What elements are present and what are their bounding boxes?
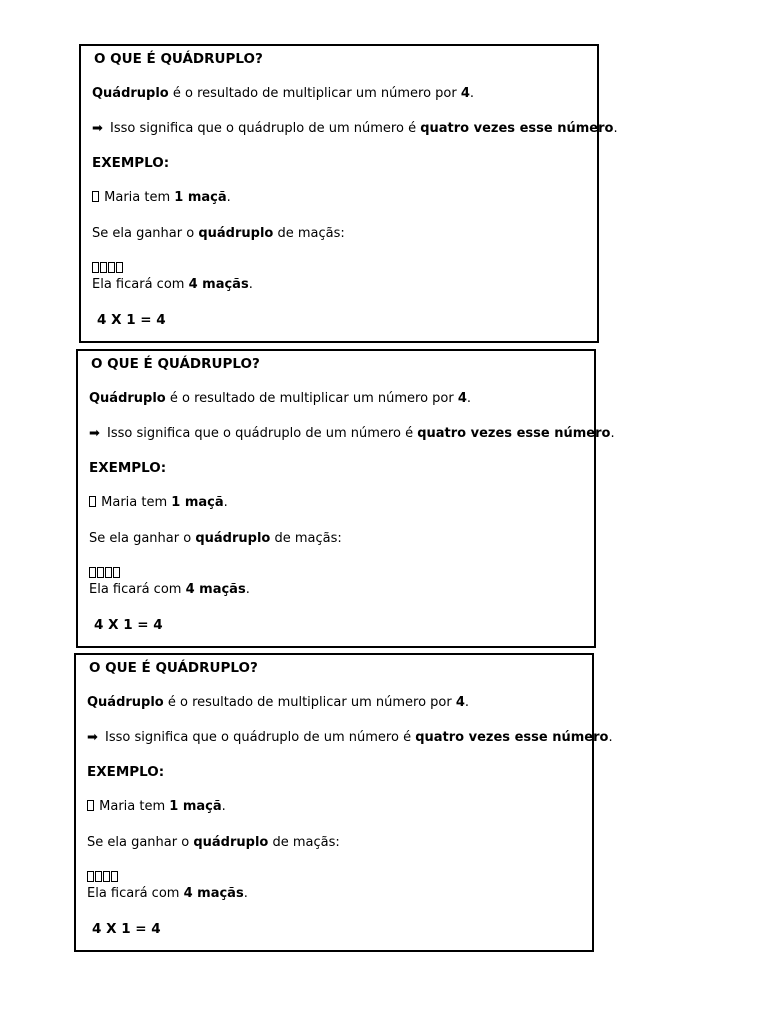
apple-icon bbox=[111, 871, 118, 882]
definition-line: Quádruplo é o resultado de multiplicar um número por 4. bbox=[87, 695, 470, 710]
example-label: EXEMPLO: bbox=[89, 460, 167, 476]
apple-icon bbox=[113, 567, 120, 578]
quadruplo-card-1 bbox=[79, 44, 618, 343]
definition-line: Quádruplo é o resultado de multiplicar um número por 4. bbox=[89, 391, 472, 406]
apple-icon bbox=[89, 567, 96, 578]
apple-icon bbox=[92, 191, 99, 202]
ficara-line: Ela ficará com 4 maçãs. bbox=[92, 277, 253, 292]
card-title: O QUE É QUÁDRUPLO? bbox=[89, 660, 258, 676]
card-title: O QUE É QUÁDRUPLO? bbox=[91, 356, 260, 372]
four-apples-icons bbox=[89, 565, 121, 581]
apple-icon bbox=[87, 871, 94, 882]
four-apples-icons bbox=[92, 260, 124, 276]
explanation-line: ➡ Isso significa que o quádruplo de um número é quatro vezes esse número. bbox=[92, 121, 618, 136]
apple-icon bbox=[97, 567, 104, 578]
apple-icon bbox=[95, 871, 102, 882]
apple-icon bbox=[89, 496, 96, 507]
example-label: EXEMPLO: bbox=[92, 155, 170, 171]
apple-icon bbox=[105, 567, 112, 578]
equation: 4 X 1 = 4 bbox=[97, 312, 166, 328]
apple-icon bbox=[116, 262, 123, 273]
card-title: O QUE É QUÁDRUPLO? bbox=[94, 51, 263, 67]
equation: 4 X 1 = 4 bbox=[94, 617, 163, 633]
definition-line: Quádruplo é o resultado de multiplicar um número por 4. bbox=[92, 86, 475, 101]
ganhar-line: Se ela ganhar o quádruplo de maçãs: bbox=[89, 531, 342, 546]
ficara-line: Ela ficará com 4 maçãs. bbox=[87, 886, 248, 901]
right-arrow-icon: ➡ bbox=[92, 121, 103, 136]
apple-icon bbox=[92, 262, 99, 273]
apple-icon bbox=[87, 800, 94, 811]
quadruplo-card-3 bbox=[74, 653, 613, 952]
example-label: EXEMPLO: bbox=[87, 764, 165, 780]
apple-icon bbox=[108, 262, 115, 273]
apple-icon bbox=[100, 262, 107, 273]
apple-icon bbox=[103, 871, 110, 882]
maria-line: Maria tem 1 maçã. bbox=[89, 495, 228, 511]
quadruplo-card-2 bbox=[76, 349, 615, 648]
equation: 4 X 1 = 4 bbox=[92, 921, 161, 937]
ficara-line: Ela ficará com 4 maçãs. bbox=[89, 582, 250, 597]
ganhar-line: Se ela ganhar o quádruplo de maçãs: bbox=[92, 226, 345, 241]
maria-line: Maria tem 1 maçã. bbox=[92, 190, 231, 206]
right-arrow-icon: ➡ bbox=[87, 730, 98, 745]
explanation-line: ➡ Isso significa que o quádruplo de um número é quatro vezes esse número. bbox=[87, 730, 613, 745]
right-arrow-icon: ➡ bbox=[89, 426, 100, 441]
four-apples-icons bbox=[87, 869, 119, 885]
explanation-line: ➡ Isso significa que o quádruplo de um número é quatro vezes esse número. bbox=[89, 426, 615, 441]
ganhar-line: Se ela ganhar o quádruplo de maçãs: bbox=[87, 835, 340, 850]
maria-line: Maria tem 1 maçã. bbox=[87, 799, 226, 815]
